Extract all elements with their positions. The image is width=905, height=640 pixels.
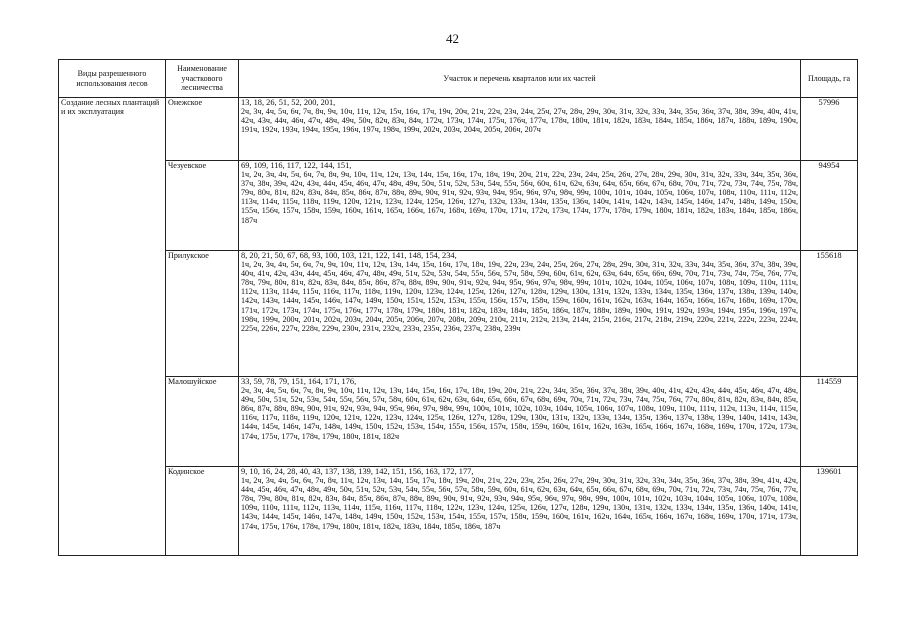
header-quarters: Участок и перечень кварталов или их частей (239, 60, 801, 98)
whole-quarters: 33, 59, 78, 79, 151, 164, 171, 176, (241, 377, 357, 386)
area-cell: 57996 (801, 98, 858, 161)
area-cell: 94954 (801, 161, 858, 251)
table-row (59, 161, 858, 251)
quarters-cell (239, 467, 801, 556)
header-area: Площадь, га (801, 60, 858, 98)
partial-quarters: 1ч, 2ч, 3ч, 4ч, 5ч, 6ч, 7ч, 9ч, 10ч, 11ч, 12ч, 13ч, 14ч, 15ч, 16ч, 17ч, 18ч, 19ч, 22ч, 23ч, 24ч, 25ч, 26ч, 27ч, 28ч, 29ч, 30ч, 31ч, 32ч, 33ч, 34ч, 35ч, 36ч, 37ч, 38ч, 39ч, 40ч, 41ч, 42ч, 43ч, 44ч, 45ч, 46ч, 47ч, 48ч, 49ч, 51ч, 52ч, 53ч, 54ч, 55ч, 56ч, 57ч, 58ч, 59ч, 60ч, 61ч, 62ч, 63ч, 64ч, 65ч, 66ч, 69ч, 70ч, 71ч, 73ч, 74ч, 75ч, 76ч, 77ч, 78ч, 79ч, 80ч, 81ч, 82ч, 83ч, 84ч, 85ч, 86ч, 87ч, 88ч, 89ч, 90ч, 91ч, 92ч, 94ч, 95ч, 96ч, 97ч, 98ч, 99ч, 101ч, 102ч, 104ч, 105ч, 106ч, 107ч, 108ч, 109ч, 110ч, 111ч, 112ч, 113ч, 114ч, 115ч, 116ч, 117ч, 118ч, 119ч, 120ч, 123ч, 124ч, 125ч, 126ч, 127ч, 128ч, 129ч, 130ч, 131ч, 132ч, 133ч, 134ч, 135ч, 136ч, 137ч, 138ч, 139ч, 140ч, 142ч, 143ч, 144ч, 145ч, 146ч, 147ч, 149ч, 150ч, 151ч, 152ч, 153ч, 155ч, 156ч, 157ч, 158ч, 159ч, 160ч, 161ч, 162ч, 163ч, 164ч, 165ч, 166ч, 167ч, 168ч, 169ч, 170ч, 171ч, 172ч, 173ч, 174ч, 175ч, 176ч, 177ч, 178ч, 179ч, 180ч, 181ч, 182ч, 183ч, 184ч, 185ч, 186ч, 187ч, 188ч, 189ч, 190ч, 191ч, 192ч, 193ч, 194ч, 195ч, 196ч, 197ч, 198ч, 199ч, 200ч, 201ч, 202ч, 203ч, 204ч, 205ч, 206ч, 207ч, 208ч, 209ч, 210ч, 211ч, 212ч, 213ч, 214ч, 215ч, 216ч, 217ч, 218ч, 219ч, 220ч, 221ч, 222ч, 223ч, 224ч, 225ч, 226ч, 227ч, 228ч, 229ч, 230ч, 231ч, 232ч, 233ч, 235ч, 236ч, 237ч, 238ч, 239ч (241, 260, 798, 333)
whole-quarters: 13, 18, 26, 51, 52, 200, 201, (241, 98, 336, 107)
whole-quarters: 8, 20, 21, 50, 67, 68, 93, 100, 103, 121, 122, 141, 148, 154, 234, (241, 251, 457, 260)
forestry-name-cell: Кодинское (166, 467, 239, 556)
whole-quarters: 9, 10, 16, 24, 28, 40, 43, 137, 138, 139, 142, 151, 156, 163, 172, 177, (241, 467, 474, 476)
table-row (59, 251, 858, 377)
quarters-cell (239, 161, 801, 251)
use-type-cell: Создание лесных плантаций и их эксплуатация (59, 98, 166, 556)
header-use-type: Виды разрешенного использования лесов (59, 60, 166, 98)
table-header-row (59, 60, 858, 98)
partial-quarters: 1ч, 2ч, 3ч, 4ч, 5ч, 6ч, 7ч, 8ч, 11ч, 12ч, 13ч, 14ч, 15ч, 17ч, 18ч, 19ч, 20ч, 21ч, 22ч, 23ч, 25ч, 26ч, 27ч, 29ч, 30ч, 31ч, 32ч, 33ч, 34ч, 35ч, 36ч, 37ч, 38ч, 39ч, 41ч, 42ч, 44ч, 45ч, 46ч, 47ч, 48ч, 49ч, 50ч, 51ч, 52ч, 53ч, 54ч, 55ч, 56ч, 57ч, 58ч, 59ч, 60ч, 61ч, 62ч, 63ч, 64ч, 65ч, 66ч, 67ч, 68ч, 69ч, 70ч, 71ч, 72ч, 73ч, 74ч, 75ч, 76ч, 77ч, 78ч, 79ч, 80ч, 81ч, 82ч, 83ч, 84ч, 85ч, 86ч, 87ч, 88ч, 89ч, 90ч, 91ч, 92ч, 93ч, 94ч, 95ч, 96ч, 97ч, 98ч, 99ч, 100ч, 101ч, 102ч, 103ч, 104ч, 105ч, 106ч, 107ч, 108ч, 109ч, 110ч, 111ч, 112ч, 113ч, 114ч, 115ч, 116ч, 117ч, 118ч, 122ч, 123ч, 124ч, 125ч, 126ч, 127ч, 128ч, 129ч, 130ч, 131ч, 132ч, 133ч, 134ч, 135ч, 136ч, 140ч, 141ч, 143ч, 144ч, 145ч, 146ч, 147ч, 148ч, 149ч, 150ч, 152ч, 153ч, 154ч, 155ч, 157ч, 158ч, 159ч, 160ч, 161ч, 162ч, 164ч, 165ч, 166ч, 167ч, 168ч, 169ч, 170ч, 171ч, 173ч, 174ч, 175ч, 176ч, 178ч, 179ч, 180ч, 181ч, 182ч, 183ч, 184ч, 185ч, 186ч, 187ч (241, 476, 798, 531)
table-row (59, 467, 858, 556)
forest-quarters-table (58, 59, 858, 556)
header-forestry-name: Наименование участкового лесничества (166, 60, 239, 98)
page-number: 42 (446, 31, 459, 46)
forestry-name-cell: Онежское (166, 98, 239, 161)
forestry-name-cell: Малошуйское (166, 377, 239, 467)
partial-quarters: 2ч, 3ч, 4ч, 5ч, 6ч, 7ч, 8ч, 9ч, 10ч, 11ч, 12ч, 13ч, 14ч, 15ч, 16ч, 17ч, 18ч, 19ч, 20ч, 21ч, 22ч, 34ч, 35ч, 36ч, 37ч, 38ч, 39ч, 40ч, 41ч, 42ч, 43ч, 44ч, 45ч, 46ч, 47ч, 48ч, 49ч, 50ч, 51ч, 52ч, 53ч, 54ч, 55ч, 56ч, 57ч, 58ч, 60ч, 61ч, 62ч, 63ч, 64ч, 65ч, 66ч, 67ч, 68ч, 69ч, 70ч, 71ч, 72ч, 73ч, 74ч, 75ч, 76ч, 77ч, 80ч, 81ч, 82ч, 83ч, 84ч, 85ч, 86ч, 87ч, 88ч, 89ч, 90ч, 91ч, 92ч, 93ч, 94ч, 95ч, 96ч, 97ч, 98ч, 99ч, 100ч, 101ч, 102ч, 103ч, 104ч, 105ч, 106ч, 107ч, 108ч, 109ч, 110ч, 111ч, 112ч, 113ч, 114ч, 115ч, 116ч, 117ч, 118ч, 119ч, 120ч, 121ч, 122ч, 123ч, 124ч, 125ч, 126ч, 127ч, 128ч, 129ч, 130ч, 131ч, 132ч, 133ч, 134ч, 135ч, 136ч, 137ч, 138ч, 139ч, 140ч, 141ч, 143ч, 144ч, 145ч, 146ч, 147ч, 148ч, 149ч, 150ч, 152ч, 153ч, 154ч, 155ч, 156ч, 157ч, 158ч, 159ч, 160ч, 161ч, 162ч, 163ч, 165ч, 166ч, 167ч, 168ч, 169ч, 170ч, 172ч, 173ч, 174ч, 175ч, 177ч, 178ч, 179ч, 180ч, 181ч, 182ч (241, 386, 798, 441)
forestry-name-cell: Чезуевское (166, 161, 239, 251)
quarters-cell (239, 251, 801, 377)
forestry-name-cell: Прилукское (166, 251, 239, 377)
quarters-cell (239, 98, 801, 161)
area-cell: 139601 (801, 467, 858, 556)
partial-quarters: 1ч, 2ч, 3ч, 4ч, 5ч, 6ч, 7ч, 8ч, 9ч, 10ч, 11ч, 12ч, 13ч, 14ч, 15ч, 16ч, 17ч, 18ч, 19ч, 20ч, 21ч, 22ч, 23ч, 24ч, 25ч, 26ч, 27ч, 28ч, 29ч, 30ч, 31ч, 32ч, 33ч, 34ч, 35ч, 36ч, 37ч, 38ч, 39ч, 42ч, 43ч, 44ч, 45ч, 46ч, 47ч, 48ч, 49ч, 50ч, 51ч, 52ч, 53ч, 54ч, 55ч, 56ч, 60ч, 61ч, 62ч, 63ч, 64ч, 65ч, 66ч, 67ч, 68ч, 70ч, 71ч, 72ч, 73ч, 74ч, 75ч, 78ч, 79ч, 80ч, 81ч, 82ч, 83ч, 84ч, 85ч, 86ч, 87ч, 88ч, 89ч, 90ч, 91ч, 92ч, 93ч, 94ч, 95ч, 96ч, 97ч, 98ч, 99ч, 100ч, 101ч, 104ч, 105ч, 106ч, 107ч, 108ч, 110ч, 111ч, 112ч, 113ч, 114ч, 115ч, 118ч, 119ч, 120ч, 121ч, 123ч, 124ч, 125ч, 126ч, 127ч, 132ч, 133ч, 134ч, 135ч, 136ч, 140ч, 141ч, 142ч, 143ч, 145ч, 146ч, 147ч, 148ч, 149ч, 150ч, 155ч, 156ч, 157ч, 158ч, 159ч, 160ч, 161ч, 165ч, 166ч, 167ч, 168ч, 169ч, 170ч, 171ч, 172ч, 173ч, 174ч, 177ч, 178ч, 179ч, 180ч, 181ч, 182ч, 183ч, 184ч, 185ч, 186ч, 187ч (241, 170, 798, 225)
partial-quarters: 2ч, 3ч, 4ч, 5ч, 6ч, 7ч, 8ч, 9ч, 10ч, 11ч, 12ч, 15ч, 16ч, 17ч, 19ч, 20ч, 21ч, 22ч, 23ч, 24ч, 25ч, 27ч, 28ч, 29ч, 30ч, 31ч, 32ч, 33ч, 34ч, 35ч, 36ч, 37ч, 38ч, 39ч, 40ч, 41ч, 42ч, 43ч, 44ч, 46ч, 47ч, 48ч, 49ч, 50ч, 82ч, 83ч, 84ч, 172ч, 173ч, 174ч, 175ч, 176ч, 177ч, 178ч, 180ч, 181ч, 182ч, 183ч, 184ч, 185ч, 186ч, 187ч, 188ч, 189ч, 190ч, 191ч, 192ч, 193ч, 194ч, 195ч, 196ч, 197ч, 198ч, 199ч, 202ч, 203ч, 204ч, 205ч, 206ч, 207ч (241, 107, 798, 135)
area-cell: 155618 (801, 251, 858, 377)
table-row (59, 98, 858, 161)
quarters-cell (239, 377, 801, 467)
area-cell: 114559 (801, 377, 858, 467)
whole-quarters: 69, 109, 116, 117, 122, 144, 151, (241, 161, 352, 170)
table-row (59, 377, 858, 467)
